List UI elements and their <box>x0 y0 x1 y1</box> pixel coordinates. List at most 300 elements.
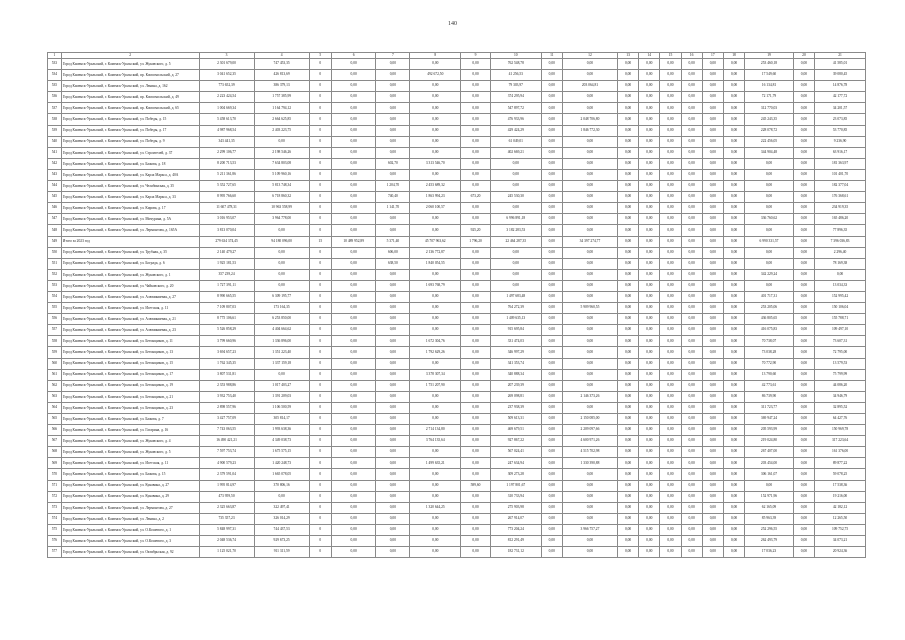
value-cell-8: 0,00 <box>410 81 461 92</box>
value-cell-14: 0,00 <box>639 136 660 147</box>
value-cell-10: 182 731,12 <box>490 547 541 558</box>
value-cell-5: 0 <box>309 81 331 92</box>
value-cell-19: 70 738,07 <box>745 336 794 347</box>
value-cell-13: 0,00 <box>618 81 639 92</box>
value-cell-19: 17 036,23 <box>745 547 794 558</box>
value-cell-12: 0,00 <box>562 369 617 380</box>
value-cell-18: 0,00 <box>723 402 744 413</box>
address-cell: Город Каменск-Уральский, г. Каменск-Уральский, ул. Трубная, д. 35 <box>61 247 199 258</box>
value-cell-4: 1 420 248,73 <box>254 458 309 469</box>
value-cell-5: 0 <box>309 502 331 513</box>
value-cell-8: 0,00 <box>410 92 461 103</box>
value-cell-11: 0,00 <box>541 136 562 147</box>
value-cell-10: 237 938,39 <box>490 402 541 413</box>
value-cell-3: 1 925 181,53 <box>199 258 254 269</box>
table-row <box>48 347 866 358</box>
value-cell-20: 0,00 <box>793 314 814 325</box>
value-cell-6: 0,00 <box>331 92 376 103</box>
value-cell-4: 426 813,69 <box>254 70 309 81</box>
value-cell-19: 73 038,28 <box>745 347 794 358</box>
value-cell-16: 0,00 <box>681 336 702 347</box>
value-cell-4: 6 253 850,00 <box>254 314 309 325</box>
capital-repair-table <box>47 52 866 558</box>
value-cell-6: 0,00 <box>331 169 376 180</box>
address-cell: Город Каменск-Уральский, г. Каменск-Уральский, ул. Бажова, д. 7 <box>61 414 199 425</box>
value-cell-11: 0,00 <box>541 469 562 480</box>
address-cell: Город Каменск-Уральский, г. Каменск-Уральский, ул. Мичурина, д. 5А <box>61 214 199 225</box>
value-cell-21: 182 377,04 <box>815 181 866 192</box>
value-cell-21: 20 924,36 <box>815 547 866 558</box>
value-cell-9: 0,00 <box>461 358 491 369</box>
value-cell-14: 0,00 <box>639 92 660 103</box>
value-cell-20: 0,00 <box>793 547 814 558</box>
value-cell-4: 1 106 500,59 <box>254 402 309 413</box>
value-cell-18: 0,00 <box>723 291 744 302</box>
value-cell-13: 0,00 <box>618 59 639 70</box>
value-cell-21: 59 078,25 <box>815 469 866 480</box>
value-cell-18: 0,00 <box>723 147 744 158</box>
value-cell-20: 0,00 <box>793 458 814 469</box>
value-cell-14: 0,00 <box>639 280 660 291</box>
value-cell-20: 0,00 <box>793 358 814 369</box>
table-row <box>48 336 866 347</box>
value-cell-17: 0,00 <box>702 402 723 413</box>
value-cell-15: 0,00 <box>660 536 681 547</box>
table-row <box>48 103 866 114</box>
value-cell-4: 2 664 625,85 <box>254 114 309 125</box>
value-cell-4: 6 718 860,32 <box>254 192 309 203</box>
value-cell-19: 16 134,81 <box>745 81 794 92</box>
value-cell-8: 0,00 <box>410 303 461 314</box>
address-cell: Город Каменск-Уральский, г. Каменск-Уральский, ул. Лермонтова, д. 165А <box>61 225 199 236</box>
value-cell-8: 0,00 <box>410 125 461 136</box>
value-cell-12: 0,00 <box>562 103 617 114</box>
value-cell-15: 0,00 <box>660 158 681 169</box>
value-cell-18: 0,00 <box>723 258 744 269</box>
value-cell-9: 0,00 <box>461 214 491 225</box>
value-cell-16: 0,00 <box>681 247 702 258</box>
value-cell-16: 0,00 <box>681 458 702 469</box>
value-cell-8: 0,00 <box>410 291 461 302</box>
value-cell-17: 0,00 <box>702 181 723 192</box>
value-cell-19: 86 739,90 <box>745 391 794 402</box>
table-row <box>48 491 866 502</box>
value-cell-10: 310 733,94 <box>490 491 541 502</box>
table-row <box>48 402 866 413</box>
value-cell-12: 1 330 390,88 <box>562 458 617 469</box>
row-number: 535 <box>48 81 62 92</box>
value-cell-9: 0,00 <box>461 347 491 358</box>
value-cell-19: 13 790,60 <box>745 369 794 380</box>
value-cell-8: 0,00 <box>410 325 461 336</box>
address-cell: Город Каменск-Уральский, г. Каменск-Уральский, ул. Октябрьская, д. 92 <box>61 547 199 558</box>
value-cell-5: 0 <box>309 303 331 314</box>
value-cell-16: 0,00 <box>681 225 702 236</box>
value-cell-11: 0,00 <box>541 114 562 125</box>
value-cell-13: 0,00 <box>618 502 639 513</box>
value-cell-15: 0,00 <box>660 358 681 369</box>
row-number: 538 <box>48 114 62 125</box>
value-cell-17: 0,00 <box>702 314 723 325</box>
value-cell-7: 0,00 <box>376 169 410 180</box>
value-cell-19: 205 593,99 <box>745 425 794 436</box>
value-cell-15: 0,00 <box>660 402 681 413</box>
value-cell-7: 0,00 <box>376 524 410 535</box>
value-cell-19: 267 407,00 <box>745 447 794 458</box>
value-cell-3: 4 900 579,23 <box>199 458 254 469</box>
value-cell-11: 0,00 <box>541 92 562 103</box>
value-cell-18: 0,00 <box>723 380 744 391</box>
value-cell-14: 0,00 <box>639 513 660 524</box>
value-cell-18: 0,00 <box>723 214 744 225</box>
row-number: 562 <box>48 380 62 391</box>
column-number-18: 18 <box>723 53 744 59</box>
value-cell-17: 0,00 <box>702 258 723 269</box>
row-number: 545 <box>48 192 62 203</box>
value-cell-21: 34 946,79 <box>815 391 866 402</box>
value-cell-5: 0 <box>309 469 331 480</box>
value-cell-3: 473 959,50 <box>199 491 254 502</box>
value-cell-9: 589,60 <box>461 480 491 491</box>
value-cell-17: 0,00 <box>702 325 723 336</box>
table-row <box>48 70 866 81</box>
value-cell-18: 0,00 <box>723 358 744 369</box>
value-cell-18: 0,00 <box>723 513 744 524</box>
value-cell-14: 0,00 <box>639 103 660 114</box>
value-cell-18: 0,00 <box>723 480 744 491</box>
table-row <box>48 291 866 302</box>
value-cell-21: 32 895,52 <box>815 402 866 413</box>
address-cell: Город Каменск-Уральский, г. Каменск-Уральский, ул. Бажова, д. 15 <box>61 469 199 480</box>
value-cell-9: 0,00 <box>461 469 491 480</box>
value-cell-17: 0,00 <box>702 125 723 136</box>
value-cell-19: 0,00 <box>745 258 794 269</box>
value-cell-7: 602,70 <box>376 158 410 169</box>
value-cell-19: 253 460,18 <box>745 59 794 70</box>
value-cell-11: 0,00 <box>541 70 562 81</box>
value-cell-11: 0,00 <box>541 336 562 347</box>
value-cell-13: 0,00 <box>618 469 639 480</box>
value-cell-8: 2 453 689,32 <box>410 181 461 192</box>
value-cell-16: 0,00 <box>681 480 702 491</box>
value-cell-20: 0,00 <box>793 391 814 402</box>
value-cell-12: 0,00 <box>562 59 617 70</box>
value-cell-11: 0,00 <box>541 236 562 247</box>
value-cell-20: 0,00 <box>793 214 814 225</box>
value-cell-12: 0,00 <box>562 380 617 391</box>
value-cell-11: 0,00 <box>541 303 562 314</box>
value-cell-18: 0,00 <box>723 203 744 214</box>
value-cell-7: 1 141,70 <box>376 203 410 214</box>
value-cell-3: 4 987 968,54 <box>199 125 254 136</box>
value-cell-4: 1 337 159,18 <box>254 358 309 369</box>
value-cell-9: 0,00 <box>461 92 491 103</box>
column-number-16: 16 <box>681 53 702 59</box>
value-cell-18: 0,00 <box>723 491 744 502</box>
value-cell-10: 764 272,39 <box>490 303 541 314</box>
value-cell-9: 0,00 <box>461 136 491 147</box>
value-cell-9: 0,00 <box>461 402 491 413</box>
value-cell-10: 309 273,28 <box>490 469 541 480</box>
value-cell-18: 0,00 <box>723 303 744 314</box>
value-cell-10: 41 256,53 <box>490 70 541 81</box>
value-cell-6: 0,00 <box>331 291 376 302</box>
value-cell-19: 222 456,05 <box>745 136 794 147</box>
table-row <box>48 258 866 269</box>
value-cell-7: 0,00 <box>376 81 410 92</box>
value-cell-7: 0,00 <box>376 125 410 136</box>
value-cell-8: 0,00 <box>410 414 461 425</box>
row-number: 552 <box>48 269 62 280</box>
value-cell-21: 23 073,85 <box>815 114 866 125</box>
value-cell-3: 5 848 997,31 <box>199 524 254 535</box>
value-cell-18: 0,00 <box>723 70 744 81</box>
value-cell-13: 0,00 <box>618 402 639 413</box>
value-cell-13: 0,00 <box>618 314 639 325</box>
row-number: 547 <box>48 214 62 225</box>
column-number-20: 20 <box>793 53 814 59</box>
value-cell-21: 73 607,31 <box>815 336 866 347</box>
value-cell-5: 0 <box>309 458 331 469</box>
value-cell-4: 747 453,35 <box>254 59 309 70</box>
value-cell-16: 0,00 <box>681 369 702 380</box>
value-cell-10: 0,00 <box>490 258 541 269</box>
value-cell-7: 0,00 <box>376 491 410 502</box>
value-cell-13: 0,00 <box>618 425 639 436</box>
value-cell-9: 0,00 <box>461 125 491 136</box>
value-cell-8: 0,00 <box>410 391 461 402</box>
value-cell-12: 0,00 <box>562 70 617 81</box>
value-cell-18: 0,00 <box>723 469 744 480</box>
value-cell-18: 0,00 <box>723 369 744 380</box>
value-cell-3: 2 048 536,74 <box>199 536 254 547</box>
value-cell-13: 0,00 <box>618 225 639 236</box>
value-cell-9: 0,00 <box>461 269 491 280</box>
value-cell-6: 0,00 <box>331 280 376 291</box>
table-row <box>48 303 866 314</box>
value-cell-6: 0,00 <box>331 303 376 314</box>
value-cell-7: 740,40 <box>376 192 410 203</box>
value-cell-18: 0,00 <box>723 502 744 513</box>
value-cell-4: 744 437,53 <box>254 524 309 535</box>
value-cell-21: 34 201,57 <box>815 103 866 114</box>
value-cell-4: 305 814,17 <box>254 414 309 425</box>
value-cell-11: 0,00 <box>541 158 562 169</box>
value-cell-17: 0,00 <box>702 225 723 236</box>
table-row <box>48 169 866 180</box>
value-cell-10: 79 303,97 <box>490 81 541 92</box>
value-cell-20: 0,00 <box>793 402 814 413</box>
value-cell-17: 0,00 <box>702 425 723 436</box>
value-cell-5: 0 <box>309 280 331 291</box>
value-cell-15: 0,00 <box>660 280 681 291</box>
value-cell-6: 0,00 <box>331 125 376 136</box>
value-cell-14: 0,00 <box>639 291 660 302</box>
value-cell-8: 1 751 207,90 <box>410 380 461 391</box>
value-cell-21: 13 579,53 <box>815 358 866 369</box>
value-cell-14: 0,00 <box>639 425 660 436</box>
value-cell-14: 0,00 <box>639 169 660 180</box>
value-cell-10: 1 197 801,67 <box>490 480 541 491</box>
value-cell-3: 8 775 106,61 <box>199 314 254 325</box>
value-cell-3: 1 125 021,70 <box>199 547 254 558</box>
column-number-10: 10 <box>490 53 541 59</box>
address-cell: Город Каменск-Уральский, г. Каменск-Уральский, ул. Бетонщиков, д. 19 <box>61 380 199 391</box>
value-cell-14: 0,00 <box>639 269 660 280</box>
value-cell-19: 253 205,06 <box>745 303 794 314</box>
value-cell-4: 1 665 078,05 <box>254 469 309 480</box>
table-row <box>48 192 866 203</box>
table-row <box>48 203 866 214</box>
value-cell-3: 8 995 766,60 <box>199 192 254 203</box>
row-number: 541 <box>48 147 62 158</box>
value-cell-8: 2 136 772,87 <box>410 247 461 258</box>
value-cell-17: 0,00 <box>702 59 723 70</box>
value-cell-12: 0,00 <box>562 469 617 480</box>
address-cell: Город Каменск-Уральский, г. Каменск-Уральский, ул. Жуковского, д. 5 <box>61 59 199 70</box>
value-cell-19: 0,00 <box>745 203 794 214</box>
value-cell-6: 0,00 <box>331 70 376 81</box>
value-cell-5: 0 <box>309 214 331 225</box>
value-cell-21: 101 401,70 <box>815 169 866 180</box>
value-cell-20: 0,00 <box>793 436 814 447</box>
value-cell-15: 0,00 <box>660 469 681 480</box>
value-cell-8: 0,00 <box>410 59 461 70</box>
value-cell-3: 2 301 679,00 <box>199 59 254 70</box>
table-row <box>48 136 866 147</box>
value-cell-6: 0,00 <box>331 458 376 469</box>
value-cell-16: 0,00 <box>681 125 702 136</box>
value-cell-17: 0,00 <box>702 336 723 347</box>
value-cell-8: 1 840 054,55 <box>410 258 461 269</box>
value-cell-18: 0,00 <box>723 236 744 247</box>
value-cell-19: 62 165,09 <box>745 502 794 513</box>
value-cell-21: 42 182,12 <box>815 502 866 513</box>
value-cell-18: 0,00 <box>723 158 744 169</box>
row-number: 571 <box>48 480 62 491</box>
value-cell-8: 0,00 <box>410 169 461 180</box>
address-cell: Город Каменск-Уральский, г. Каменск-Уральский, ул. Алюминиевая, д. 23 <box>61 325 199 336</box>
value-cell-3: 343 441,35 <box>199 136 254 147</box>
value-cell-9: 0,00 <box>461 524 491 535</box>
value-cell-17: 0,00 <box>702 103 723 114</box>
value-cell-13: 0,00 <box>618 303 639 314</box>
value-cell-12: 0,00 <box>562 181 617 192</box>
value-cell-3: 3 041 652,35 <box>199 70 254 81</box>
value-cell-17: 0,00 <box>702 391 723 402</box>
value-cell-19: 0,00 <box>745 247 794 258</box>
value-cell-11: 0,00 <box>541 358 562 369</box>
value-cell-11: 0,00 <box>541 536 562 547</box>
value-cell-13: 0,00 <box>618 524 639 535</box>
value-cell-3: 7 597 753,74 <box>199 447 254 458</box>
value-cell-10: 915 695,84 <box>490 325 541 336</box>
value-cell-3: 5 211 361,86 <box>199 169 254 180</box>
value-cell-10: 22 464 287,35 <box>490 236 541 247</box>
row-number: 569 <box>48 458 62 469</box>
value-cell-18: 0,00 <box>723 347 744 358</box>
value-cell-7: 1 204,70 <box>376 181 410 192</box>
value-cell-6: 0,00 <box>331 181 376 192</box>
value-cell-8: 1 320 644,25 <box>410 502 461 513</box>
value-cell-18: 0,00 <box>723 391 744 402</box>
value-cell-3: 2 223 424,54 <box>199 92 254 103</box>
value-cell-12: 0,00 <box>562 169 617 180</box>
table-row <box>48 92 866 103</box>
value-cell-12: 0,00 <box>562 402 617 413</box>
value-cell-14: 0,00 <box>639 414 660 425</box>
address-cell: Город Каменск-Уральский, г. Каменск-Уральский, ул. Бетонщиков, д. 13 <box>61 347 199 358</box>
value-cell-18: 0,00 <box>723 447 744 458</box>
table-row <box>48 436 866 447</box>
address-cell: Итого за 2023 год <box>61 236 199 247</box>
table-row <box>48 269 866 280</box>
value-cell-17: 0,00 <box>702 513 723 524</box>
value-cell-4: 94 180 096,00 <box>254 236 309 247</box>
value-cell-17: 0,00 <box>702 81 723 92</box>
value-cell-7: 0,00 <box>376 136 410 147</box>
value-cell-20: 0,00 <box>793 469 814 480</box>
value-cell-9: 0,00 <box>461 203 491 214</box>
column-number-17: 17 <box>702 53 723 59</box>
value-cell-14: 0,00 <box>639 192 660 203</box>
value-cell-20: 0,00 <box>793 513 814 524</box>
value-cell-19: 262 493,79 <box>745 536 794 547</box>
value-cell-18: 0,00 <box>723 436 744 447</box>
value-cell-7: 0,00 <box>376 480 410 491</box>
value-cell-12: 0,00 <box>562 347 617 358</box>
value-cell-9: 0,00 <box>461 547 491 558</box>
value-cell-4: 0,00 <box>254 269 309 280</box>
value-cell-20: 0,00 <box>793 225 814 236</box>
value-cell-11: 0,00 <box>541 247 562 258</box>
value-cell-4: 0,00 <box>254 369 309 380</box>
value-cell-3: 1 762 345,35 <box>199 358 254 369</box>
value-cell-14: 0,00 <box>639 70 660 81</box>
value-cell-10: 469 679,51 <box>490 425 541 436</box>
value-cell-9: 0,00 <box>461 280 491 291</box>
value-cell-5: 0 <box>309 425 331 436</box>
value-cell-15: 0,00 <box>660 114 681 125</box>
page-number: 140 <box>448 21 457 27</box>
value-cell-6: 0,00 <box>331 136 376 147</box>
value-cell-7: 0,00 <box>376 214 410 225</box>
value-cell-12: 0,00 <box>562 92 617 103</box>
value-cell-10: 331 474,03 <box>490 336 541 347</box>
row-number: 559 <box>48 347 62 358</box>
row-number: 537 <box>48 103 62 114</box>
value-cell-19: 252 296,55 <box>745 524 794 535</box>
value-cell-12: 3 966 757,27 <box>562 524 617 535</box>
value-cell-13: 0,00 <box>618 480 639 491</box>
value-cell-14: 0,00 <box>639 303 660 314</box>
value-cell-7: 638,50 <box>376 258 410 269</box>
value-cell-18: 0,00 <box>723 524 744 535</box>
value-cell-6: 0,00 <box>331 425 376 436</box>
value-cell-13: 0,00 <box>618 103 639 114</box>
table-row <box>48 247 866 258</box>
value-cell-7: 0,00 <box>376 536 410 547</box>
value-cell-14: 0,00 <box>639 502 660 513</box>
value-cell-11: 0,00 <box>541 314 562 325</box>
value-cell-21: 150 106,04 <box>815 303 866 314</box>
value-cell-19: 6 990 331,57 <box>745 236 794 247</box>
value-cell-14: 0,00 <box>639 480 660 491</box>
value-cell-7: 0,00 <box>376 391 410 402</box>
row-number: 577 <box>48 547 62 558</box>
value-cell-14: 0,00 <box>639 380 660 391</box>
row-number: 539 <box>48 125 62 136</box>
